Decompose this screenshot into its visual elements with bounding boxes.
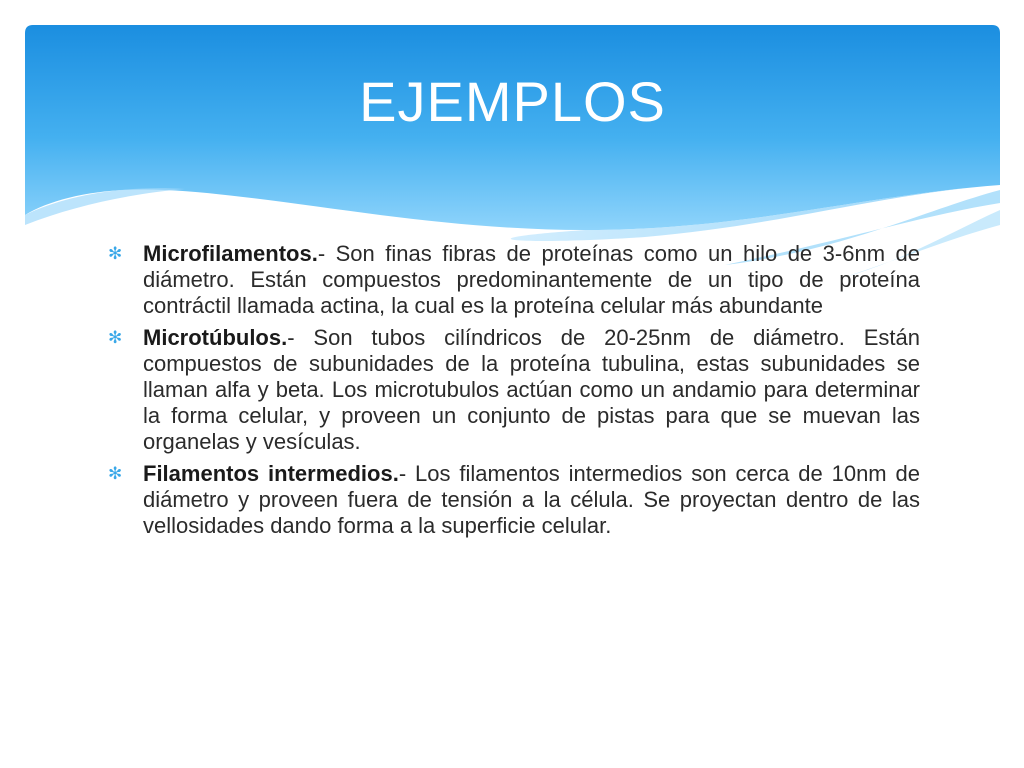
list-item <box>108 325 920 455</box>
asterisk-icon: ✻ <box>108 328 123 347</box>
asterisk-icon: ✻ <box>108 464 123 483</box>
bullet-text: - Son tubos cilíndricos de 20-25nm de diámetro. Están compuestos de subunidades de la proteína tubulina, estas subunidades se llaman alfa y beta. Los microtubulos actúan como un andamio para determinar la forma celular, y proveen un conjunto de pistas para que se muevan las organelas y vesículas. <box>143 325 920 454</box>
content-area <box>108 241 920 545</box>
asterisk-icon: ✻ <box>108 244 123 263</box>
bullet-text: - Son finas fibras de proteínas como un hilo de 3-6nm de diámetro. Están compuestos predominantemente de un tipo de proteína contráctil llamada actina, la cual es la proteína celular más abundante <box>143 241 920 318</box>
list-item <box>108 461 920 539</box>
list-item <box>108 241 920 319</box>
bullet-term: Microtúbulos. <box>143 325 288 350</box>
slide-title: EJEMPLOS <box>359 70 666 133</box>
bullet-term: Filamentos intermedios. <box>143 461 399 486</box>
bullet-list <box>108 241 920 539</box>
bullet-text: - Los filamentos intermedios son cerca de 10nm de diámetro y proveen fuera de tensión a la célula. Se proyectan dentro de las vellosidades dando forma a la superficie celular. <box>143 461 921 538</box>
bullet-term: Microfilamentos. <box>143 241 318 266</box>
